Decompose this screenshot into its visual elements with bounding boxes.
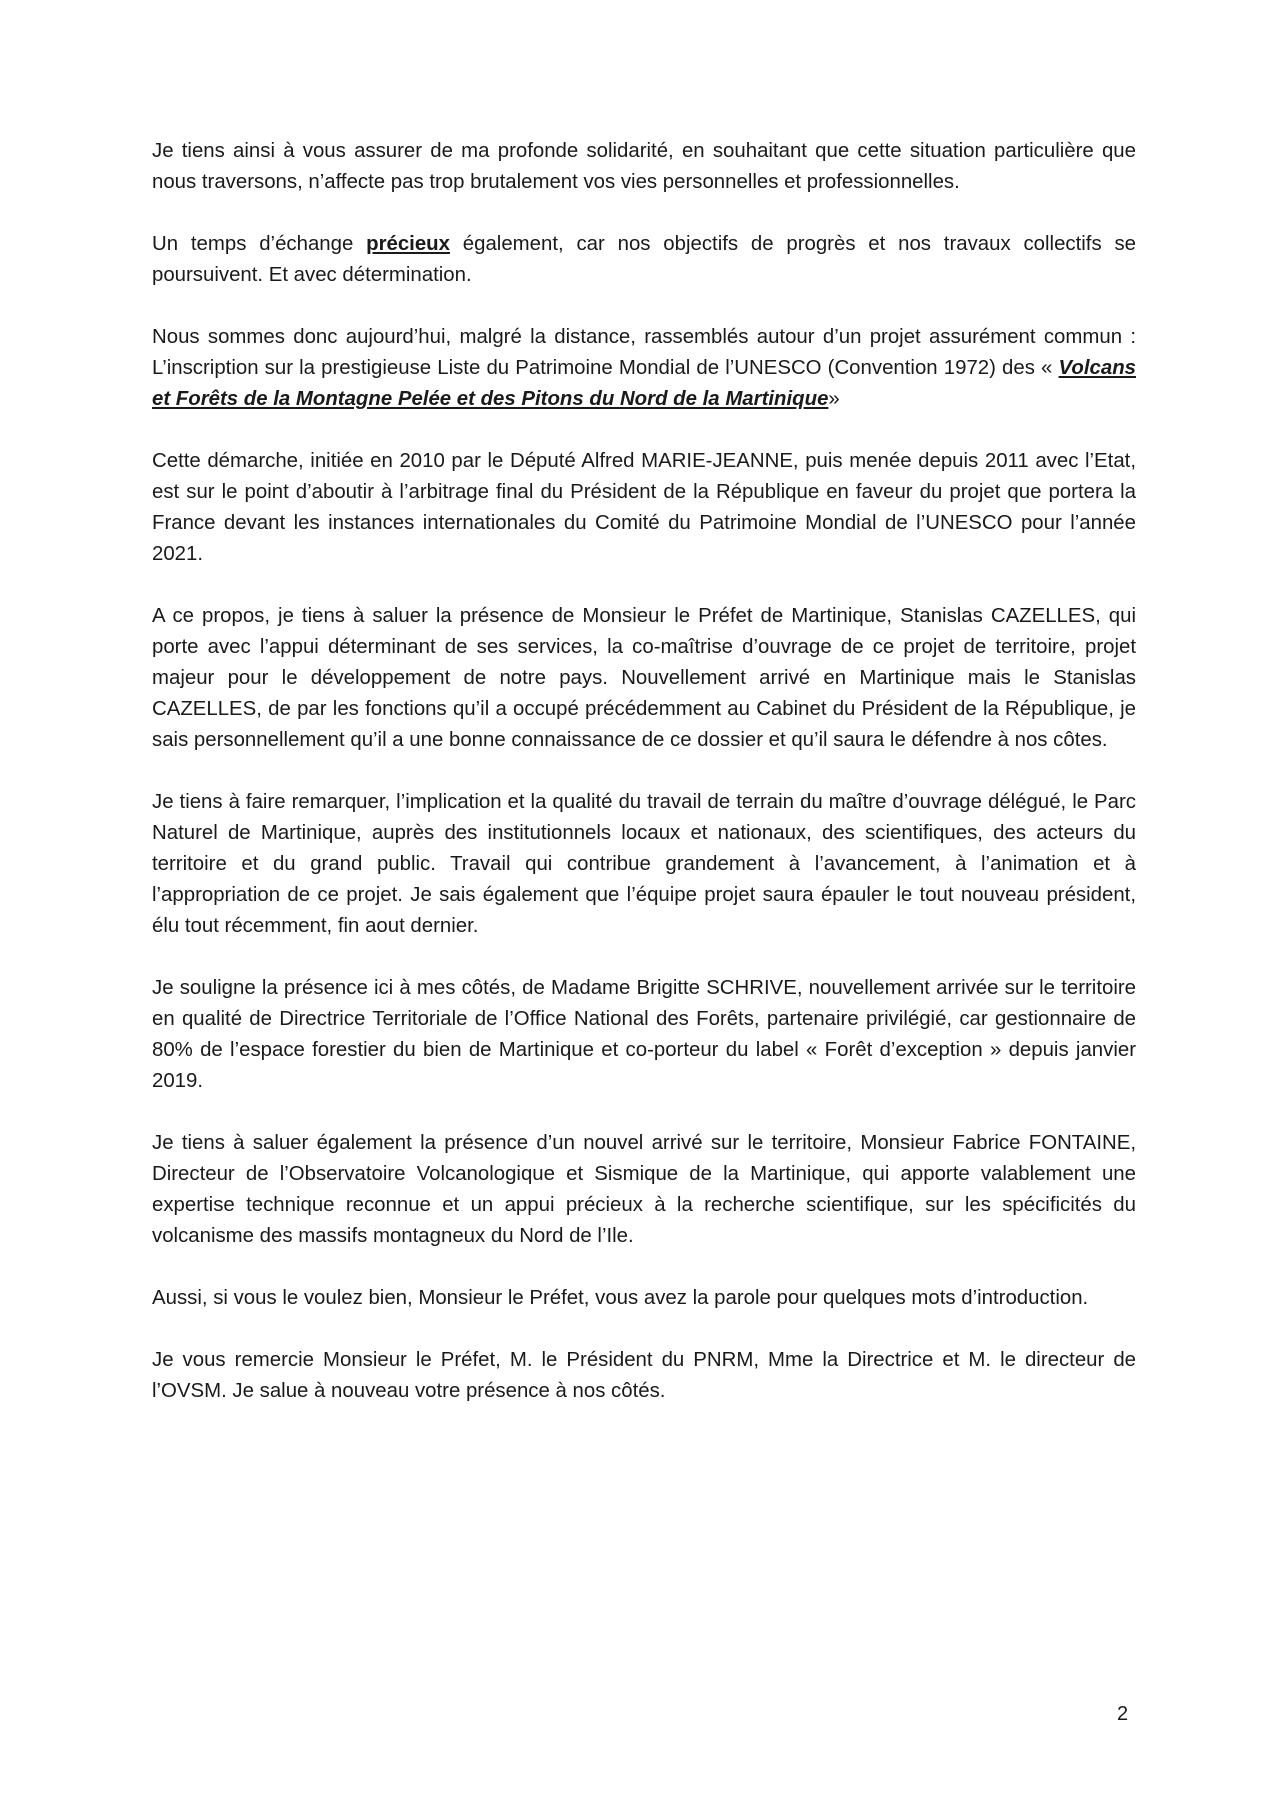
paragraph-project — [152, 322, 1136, 415]
paragraph-project-end: » — [828, 388, 840, 410]
paragraph-ovsm: Je tiens à saluer également la présence d’un nouvel arrivé sur le territoire, Monsieur Fabrice FONTAINE, Directeur de l’Observatoire Volcanologique et Sismique de la Martinique, qui apporte valablement une expertise technique reconnue et un appui précieux à la recherche scientifique, sur les spécificités du volcanisme des massifs montagneux du Nord de l’Ile. — [152, 1132, 1136, 1247]
document-page — [152, 136, 1136, 1438]
paragraph-history: Cette démarche, initiée en 2010 par le Député Alfred MARIE-JEANNE, puis menée depuis 2011 avec l’Etat, est sur le point d’aboutir à l’arbitrage final du Président de la République en faveur du projet que portera la France devant les instances internationales du Comité du Patrimoine Mondial de l’UNESCO pour l’année 2021. — [152, 450, 1136, 565]
paragraph-exchange — [152, 229, 1136, 291]
emphasis-precieux: précieux — [366, 233, 450, 255]
paragraph-thanks: Je vous remercie Monsieur le Préfet, M. le Président du PNRM, Mme la Directrice et M. le directeur de l’OVSM. Je salue à nouveau votre présence à nos côtés. — [152, 1349, 1136, 1402]
paragraph-solidarity: Je tiens ainsi à vous assurer de ma profonde solidarité, en souhaitant que cette situation particulière que nous traversons, n’affecte pas trop brutalement vos vies personnelles et professionnelles. — [152, 140, 1136, 193]
paragraph-project-start: Nous sommes donc aujourd’hui, malgré la distance, rassemblés autour d’un projet assurément commun : L’inscription sur la prestigieuse Liste du Patrimoine Mondial de l’UNESCO (Convention 1972) des « — [152, 326, 1136, 379]
page-number: 2 — [1117, 1703, 1129, 1725]
paragraph-exchange-end: également, car nos objectifs de progrès et nos travaux collectifs se poursuivent. Et avec détermination. — [152, 233, 1136, 286]
paragraph-exchange-start: Un temps d’échange — [152, 233, 367, 255]
paragraph-floor: Aussi, si vous le voulez bien, Monsieur le Préfet, vous avez la parole pour quelques mots d’introduction. — [152, 1287, 1089, 1309]
paragraph-onf: Je souligne la présence ici à mes côtés, de Madame Brigitte SCHRIVE, nouvellement arrivée sur le territoire en qualité de Directrice Territoriale de l’Office National des Forêts, partenaire privilégié, car gestionnaire de 80% de l’espace forestier du bien de Martinique et co-porteur du label « Forêt d’exception » depuis janvier 2019. — [152, 977, 1136, 1092]
paragraph-prefect: A ce propos, je tiens à saluer la présence de Monsieur le Préfet de Martinique, Stanislas CAZELLES, qui porte avec l’appui déterminant de ses services, la co-maîtrise d’ouvrage de ce projet de territoire, projet majeur pour le développement de notre pays. Nouvellement arrivé en Martinique mais le Stanislas CAZELLES, de par les fonctions qu’il a occupé précédemment au Cabinet du Président de la République, je sais personnellement qu’il a une bonne connaissance de ce dossier et qu’il saura le défendre à nos côtes. — [152, 605, 1136, 751]
project-title: Volcans et Forêts de la Montagne Pelée et des Pitons du Nord de la Martinique — [152, 357, 1136, 410]
paragraph-park: Je tiens à faire remarquer, l’implication et la qualité du travail de terrain du maître d’ouvrage délégué, le Parc Naturel de Martinique, auprès des institutionnels locaux et nationaux, des scientifiques, des acteurs du territoire et du grand public. Travail qui contribue grandement à l’avancement, à l’animation et à l’appropriation de ce projet. Je sais également que l’équipe projet saura épauler le tout nouveau président, élu tout récemment, fin aout dernier. — [152, 791, 1136, 937]
